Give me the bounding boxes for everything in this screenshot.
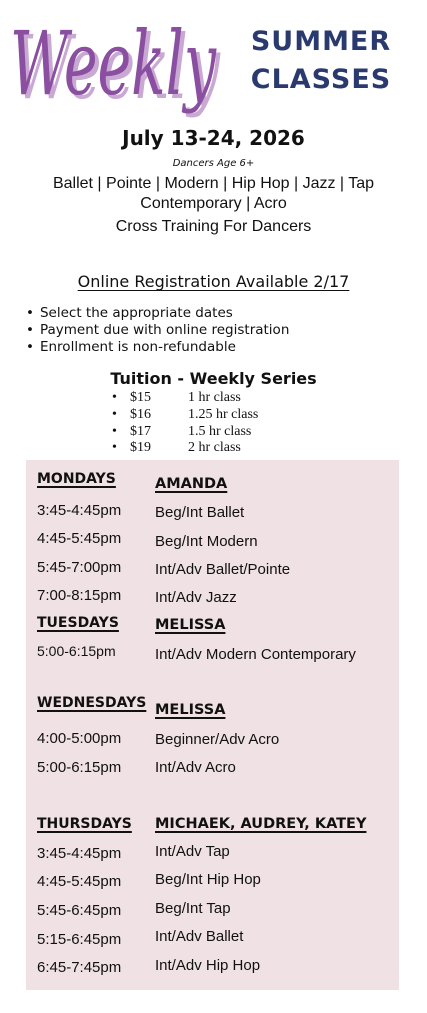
class-name: Int/Adv Acro (155, 759, 236, 776)
class-time: 4:45-5:45pm (37, 873, 122, 890)
class-time: 5:45-6:45pm (37, 902, 122, 919)
day-heading-thursdays: THURSDAYS (37, 816, 132, 832)
day-heading-wednesdays: WEDNESDAYS (37, 695, 147, 711)
tuition-row: • $16 1.25 hr class (112, 407, 259, 422)
weekly-script-title (8, 0, 230, 128)
dance-styles-line-2: Contemporary | Acro (140, 195, 287, 212)
class-time: 6:45-7:45pm (37, 959, 122, 976)
class-time: 4:45-5:45pm (37, 530, 122, 547)
summer-heading: SUMMER (250, 26, 392, 57)
classes-heading: CLASSES (250, 64, 392, 95)
class-time: 7:00-8:15pm (37, 587, 122, 604)
class-time: 4:00-5:00pm (37, 730, 122, 747)
registration-title: Online Registration Available 2/17 (77, 272, 350, 291)
class-name: Int/Adv Ballet (155, 928, 244, 945)
instructor-mondays: AMANDA (155, 476, 228, 492)
instructor-wednesdays: MELISSA (155, 702, 226, 718)
tuition-price: $17 (130, 424, 151, 439)
day-heading-tuesdays: TUESDAYS (37, 615, 119, 631)
class-time: 5:00-6:15pm (37, 643, 116, 659)
cross-training-line: Cross Training For Dancers (115, 218, 312, 235)
tuition-row: • $17 1.5 hr class (112, 424, 252, 439)
class-name: Beginner/Adv Acro (155, 731, 280, 748)
tuition-duration: 1 hr class (188, 390, 241, 405)
tuition-price: $15 (130, 390, 151, 405)
class-name: Int/Adv Modern Contemporary (155, 646, 356, 663)
instructor-tuesdays: MELISSA (155, 617, 226, 633)
day-heading-mondays: MONDAYS (37, 471, 116, 487)
registration-bullet: • Select the appropriate dates (26, 305, 233, 321)
tuition-duration: 1.25 hr class (188, 407, 259, 422)
class-time: 5:00-6:15pm (37, 759, 122, 776)
class-name: Int/Adv Hip Hop (155, 957, 261, 974)
class-time: 3:45-4:45pm (37, 845, 122, 862)
age-note: Dancers Age 6+ (172, 158, 255, 169)
svg-text:Weekly: Weekly (10, 12, 217, 115)
event-dates: July 13-24, 2026 (122, 126, 305, 150)
tuition-price: $16 (130, 407, 151, 422)
tuition-duration: 1.5 hr class (188, 424, 252, 439)
registration-bullet: • Payment due with online registration (26, 322, 289, 338)
class-name: Int/Adv Tap (155, 843, 230, 860)
instructor-thursdays: MICHAEK, AUDREY, KATEY (155, 816, 367, 832)
class-time: 3:45-4:45pm (37, 502, 122, 519)
tuition-duration: 2 hr class (188, 440, 241, 455)
class-time: 5:45-7:00pm (37, 559, 122, 576)
class-name: Beg/Int Modern (155, 533, 258, 550)
svg-text:Weekly: Weekly (14, 16, 221, 119)
class-name: Beg/Int Hip Hop (155, 871, 261, 888)
tuition-title: Tuition - Weekly Series (110, 369, 317, 388)
registration-bullet: • Enrollment is non-refundable (26, 339, 236, 355)
tuition-row: • $15 1 hr class (112, 390, 241, 405)
class-name: Beg/Int Tap (155, 900, 231, 917)
class-time: 5:15-6:45pm (37, 931, 122, 948)
class-name: Int/Adv Jazz (155, 589, 237, 606)
tuition-price: $19 (130, 440, 151, 455)
class-name: Beg/Int Ballet (155, 504, 245, 521)
tuition-row: • $19 2 hr class (112, 440, 241, 455)
class-name: Int/Adv Ballet/Pointe (155, 561, 291, 578)
dance-styles-line-1: Ballet | Pointe | Modern | Hip Hop | Jazz | Tap (52, 175, 375, 192)
